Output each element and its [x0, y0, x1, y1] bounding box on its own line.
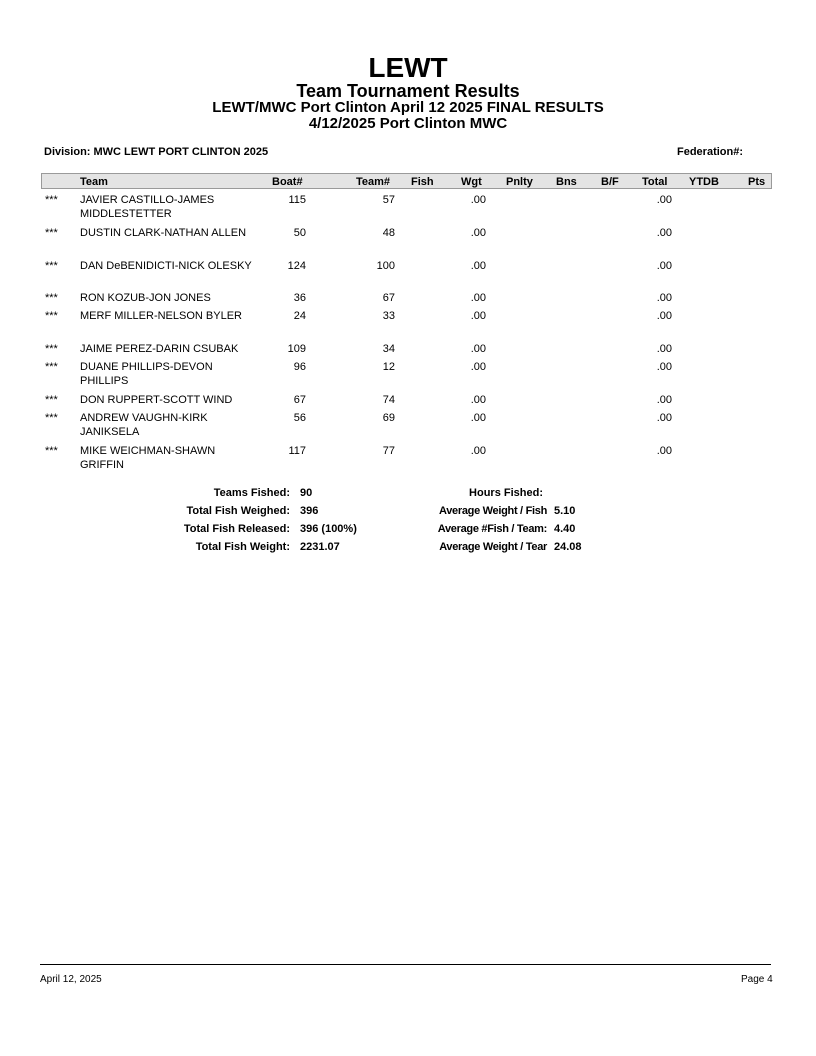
boat-number: 67	[293, 394, 306, 406]
weight: .00	[470, 361, 486, 373]
team-number: 57	[382, 194, 395, 206]
total: .00	[656, 260, 672, 272]
org-title: LEWT	[368, 52, 448, 83]
row-marker: ***	[45, 412, 58, 424]
footer-date: April 12, 2025	[40, 974, 102, 985]
total-fish-released-value: 396 (100%)	[300, 523, 357, 535]
col-bns: Bns	[556, 176, 577, 188]
row-marker: ***	[45, 445, 58, 457]
teams-fished-value: 90	[300, 487, 313, 499]
event-date-location: 4/12/2025 Port Clinton MWC	[308, 115, 508, 132]
total-fish-weighed-value: 396	[300, 505, 319, 517]
team-name: DON RUPPERT-SCOTT WIND	[80, 394, 233, 406]
boat-number: 24	[293, 310, 306, 322]
team-number: 48	[382, 227, 395, 239]
team-name: DUSTIN CLARK-NATHAN ALLEN	[80, 227, 247, 239]
team-number: 100	[376, 260, 395, 272]
total: .00	[656, 394, 672, 406]
team-name: JAIME PEREZ-DARIN CSUBAK	[80, 343, 239, 355]
team-number: 77	[382, 445, 395, 457]
col-pnlty: Pnlty	[506, 176, 533, 188]
weight: .00	[470, 310, 486, 322]
weight: .00	[470, 343, 486, 355]
weight: .00	[470, 445, 486, 457]
team-number: 67	[382, 292, 395, 304]
col-fish: Fish	[411, 176, 434, 188]
boat-number: 36	[293, 292, 306, 304]
team-number: 12	[382, 361, 395, 373]
avg-fish-team-label: Average #Fish / Team:	[437, 523, 547, 535]
row-marker: ***	[45, 194, 58, 206]
row-marker: ***	[45, 310, 58, 322]
weight: .00	[470, 227, 486, 239]
page-number: Page 4	[741, 974, 773, 985]
total: .00	[656, 310, 672, 322]
federation-label: Federation#:	[677, 146, 744, 158]
col-team: Team	[80, 176, 108, 188]
weight: .00	[470, 394, 486, 406]
row-marker: ***	[45, 361, 58, 373]
avg-weight-fish-label: Average Weight / Fish	[438, 505, 547, 517]
team-name: DUANE PHILLIPS-DEVON PHILLIPS	[80, 361, 213, 387]
team-name: RON KOZUB-JON JONES	[80, 292, 211, 304]
total-fish-weighed-label: Total Fish Weighed:	[186, 505, 290, 517]
col-wgt: Wgt	[461, 176, 482, 188]
col-total: Total	[642, 176, 668, 188]
table-header	[41, 173, 772, 189]
boat-number: 96	[293, 361, 306, 373]
avg-weight-team-label: Average Weight / Tear	[439, 541, 547, 553]
team-name: ANDREW VAUGHN-KIRK JANIKSELA	[80, 412, 208, 438]
row-marker: ***	[45, 394, 58, 406]
col-bf: B/F	[601, 176, 619, 188]
total-fish-weight-value: 2231.07	[300, 541, 340, 553]
total: .00	[656, 194, 672, 206]
row-marker: ***	[45, 292, 58, 304]
team-number: 33	[382, 310, 395, 322]
total: .00	[656, 292, 672, 304]
row-marker: ***	[45, 260, 58, 272]
team-name: DAN DeBENIDICTI-NICK OLESKY	[80, 260, 252, 272]
total-fish-weight-label: Total Fish Weight:	[195, 541, 290, 553]
team-number: 74	[382, 394, 395, 406]
col-pts: Pts	[748, 176, 766, 188]
team-name: MIKE WEICHMAN-SHAWN GRIFFIN	[80, 445, 216, 471]
total: .00	[656, 445, 672, 457]
footer-divider	[40, 964, 771, 965]
division-label: Division: MWC LEWT PORT CLINTON 2025	[44, 146, 269, 158]
event-title: LEWT/MWC Port Clinton April 12 2025 FINAL RESULTS	[212, 99, 604, 116]
team-number: 69	[382, 412, 395, 424]
boat-number: 50	[293, 227, 306, 239]
weight: .00	[470, 412, 486, 424]
team-name: MERF MILLER-NELSON BYLER	[80, 310, 242, 322]
weight: .00	[470, 292, 486, 304]
boat-number: 109	[287, 343, 306, 355]
boat-number: 115	[288, 194, 306, 206]
boat-number: 124	[287, 260, 306, 272]
col-ytdb: YTDB	[689, 176, 719, 188]
weight: .00	[470, 260, 486, 272]
boat-number: 56	[293, 412, 306, 424]
avg-weight-team-value: 24.08	[554, 541, 582, 553]
team-number: 34	[382, 343, 395, 355]
teams-fished-label: Teams Fished:	[213, 487, 290, 499]
boat-number: 117	[288, 445, 306, 457]
total: .00	[656, 343, 672, 355]
col-boat: Boat#	[272, 176, 303, 188]
total: .00	[656, 361, 672, 373]
row-marker: ***	[45, 343, 58, 355]
team-name: JAVIER CASTILLO-JAMES MIDDLESTETTER	[80, 194, 215, 220]
avg-weight-fish-value: 5.10	[554, 505, 576, 517]
total-fish-released-label: Total Fish Released:	[183, 523, 290, 535]
report-title: Team Tournament Results	[296, 81, 520, 101]
avg-fish-team-value: 4.40	[554, 523, 576, 535]
total: .00	[656, 412, 672, 424]
hours-fished-label: Hours Fished:	[469, 487, 543, 499]
weight: .00	[470, 194, 486, 206]
row-marker: ***	[45, 227, 58, 239]
col-team-number: Team#	[356, 176, 391, 188]
total: .00	[656, 227, 672, 239]
